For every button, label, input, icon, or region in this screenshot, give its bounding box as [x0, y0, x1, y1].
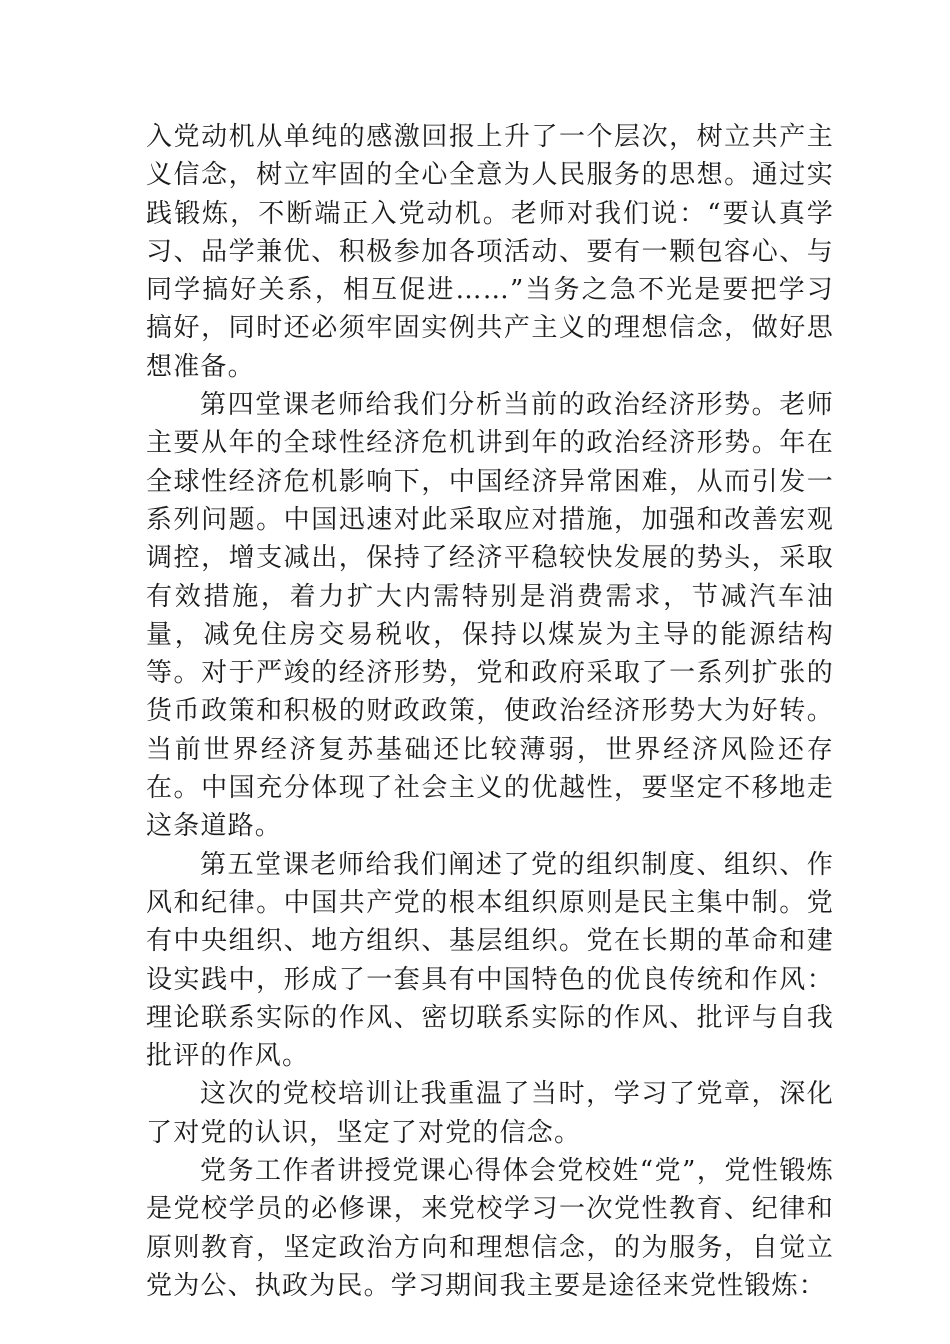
paragraph-2: 第四堂课老师给我们分析当前的政治经济形势。老师主要从年的全球性经济危机讲到年的政治经济形势。年在全球性经济危机影响下，中国经济异常困难，从而引发一系列问题。中国迅速对此采取应对措施，加强和改善宏观调控，增支减出，保持了经济平稳较快发展的势头，采取有效措施，着力扩大内需特别是消费需求，节减汽车油量，减免住房交易税收，保持以煤炭为主导的能源结构等。对于严竣的经济形势，党和政府采取了一系列扩张的货币政策和积极的财政政策，使政治经济形势大为好转。当前世界经济复苏基础还比较薄弱，世界经济风险还存在。中国充分体现了社会主义的优越性，要坚定不移地走这条道路。 [146, 390, 834, 842]
paragraph-1: 入党动机从单纯的感激回报上升了一个层次，树立共产主义信念，树立牢固的全心全意为人民服务的思想。通过实践锻炼，不断端正入党动机。老师对我们说：“要认真学习、品学兼优、积极参加各项活动、要有一颗包容心、与同学搞好关系，相互促进……”当务之急不光是要把学习搞好，同时还必须牢固实例共产主义的理想信念，做好思想准备。 [146, 122, 834, 382]
paragraph-3: 第五堂课老师给我们阐述了党的组织制度、组织、作风和纪律。中国共产党的根本组织原则是民主集中制。党有中央组织、地方组织、基层组织。党在长期的革命和建设实践中，形成了一套具有中国特色的优良传统和作风：理论联系实际的作风、密切联系实际的作风、批评与自我批评的作风。 [146, 849, 834, 1072]
paragraph-4: 这次的党校培训让我重温了当时，学习了党章，深化了对党的认识，坚定了对党的信念。 [146, 1079, 834, 1148]
document-body [146, 118, 834, 1305]
paragraph-5: 党务工作者讲授党课心得体会党校姓“党”，党性锻炼是党校学员的必修课，来党校学习一次党性教育、纪律和原则教育，坚定政治方向和理想信念，的为服务，自觉立党为公、执政为民。学习期间我主要是途径来党性锻炼： [146, 1156, 834, 1301]
